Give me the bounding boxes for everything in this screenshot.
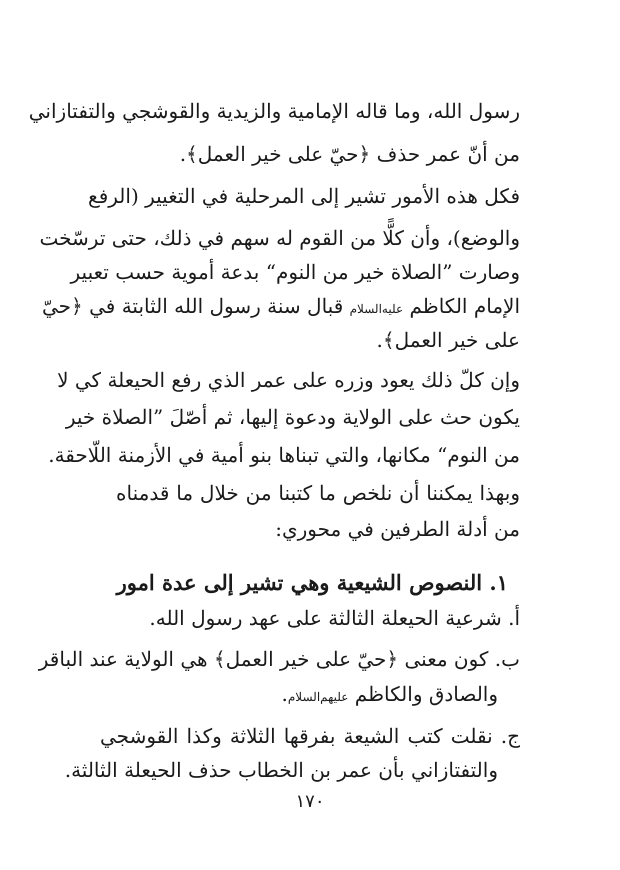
paragraph-4-line-1: وبهذا يمكننا أن نلخص ما كتبنا من خلال ما قدمناه xyxy=(116,481,520,505)
paragraph-3-line-1: وإن كلّ ذلك يعود وزره على عمر الذي رفع الحيعلة كي لا xyxy=(57,368,520,392)
list-item-b-line-2 xyxy=(100,679,498,712)
list-item-c-line-2: والتفتازاني بأن عمر بن الخطاب حذف الحيعلة الثالثة. xyxy=(64,758,498,782)
paragraph-2-line-4-text-b: قبال سنة رسول الله الثابتة في ﴿حيّ xyxy=(42,294,350,318)
section-heading: ١. النصوص الشيعية وهي تشير إلى عدة امور xyxy=(116,570,508,595)
paragraph-4-line-2: من أدلة الطرفين في محوري: xyxy=(275,517,520,541)
paragraph-2-line-2: والوضع)، وأن كلًّا من القوم له سهم في ذلك، حتى ترسّخت xyxy=(39,226,520,250)
list-item-b-text-b: . xyxy=(281,682,288,706)
list-item-b-line-1: ب. كون معنى ﴿حيّ على خير العمل﴾ هي الولاية عند الباقر xyxy=(38,647,520,671)
paragraph-2-line-4 xyxy=(42,291,520,324)
honorific-alayhi-salam: عليه‌السلام xyxy=(349,302,404,316)
page-number: ١٧٠ xyxy=(295,791,325,812)
list-item-b-text-a: والصادق والكاظم xyxy=(348,682,498,706)
paragraph-3-line-2: يكون حث على الولاية ودعوة إليها، ثم أصّلَ ”الصلاة خير xyxy=(65,405,520,429)
paragraph-3-line-3: من النوم“ مكانها، والتي تبناها بنو أمية في الأزمنة اللّاحقة. xyxy=(48,443,520,467)
paragraph-2-line-5: على خير العمل﴾. xyxy=(376,328,520,352)
honorific-alayhim-salam: عليهم‌السلام xyxy=(287,690,349,704)
paragraph-1-line-1: رسول الله، وما قاله الإمامية والزيدية والقوشجي والتفتازاني xyxy=(28,99,520,123)
list-item-c-line-1: ج. نقلت كتب الشيعة بفرقها الثلاثة وكذا القوشجي xyxy=(100,724,520,748)
paragraph-1-line-2: من أنّ عمر حذف ﴿حيّ على خير العمل﴾. xyxy=(179,142,520,166)
paragraph-2-line-3: وصارت ”الصلاة خير من النوم“ بدعة أموية حسب تعبير xyxy=(70,260,520,284)
paragraph-2-line-1: فكل هذه الأمور تشير إلى المرحلية في التغيير (الرفع xyxy=(88,184,520,208)
list-item-a: أ. شرعية الحيعلة الثالثة على عهد رسول الله. xyxy=(149,606,520,630)
paragraph-2-line-4-text-a: الإمام الكاظم xyxy=(403,294,520,318)
